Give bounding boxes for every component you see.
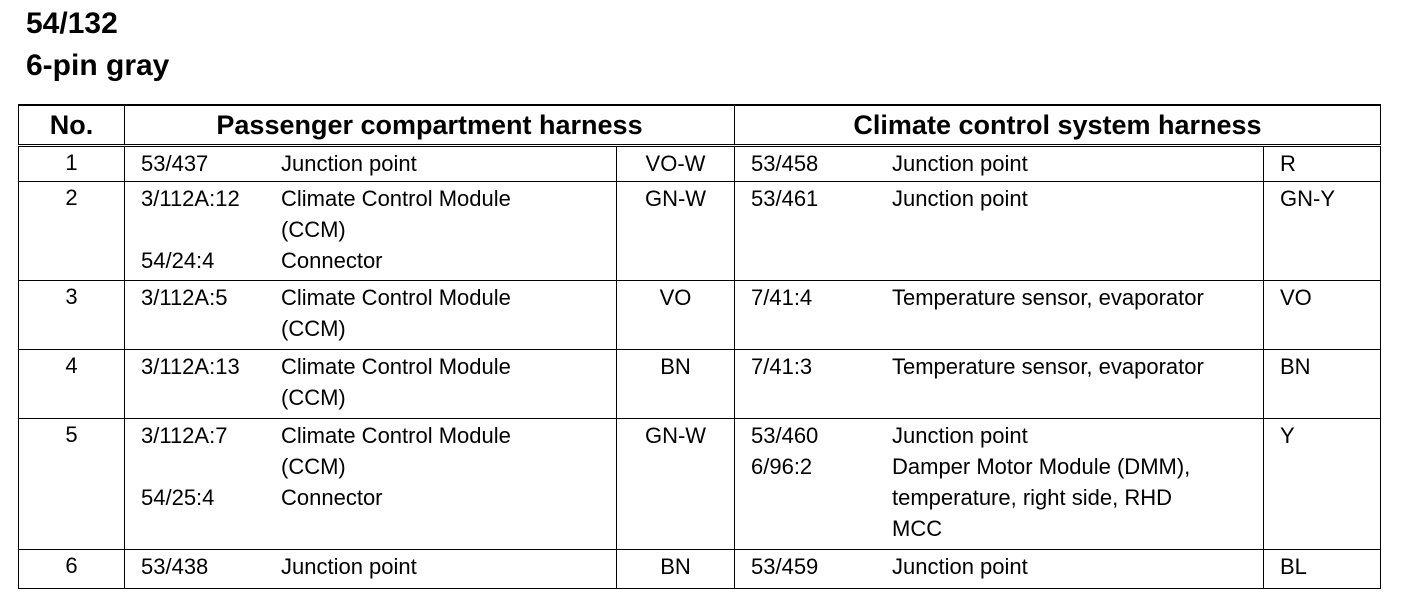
connection-description xyxy=(281,183,616,245)
table-row xyxy=(19,419,1381,550)
right-wire-color: VO xyxy=(1264,281,1381,350)
connection-entry xyxy=(751,551,1263,582)
header-climate-harness: Climate control system harness xyxy=(735,105,1381,146)
left-wire-color: BN xyxy=(617,550,735,589)
table-row xyxy=(19,146,1381,182)
description-line: Junction point xyxy=(892,151,1028,176)
pin-table xyxy=(18,104,1381,589)
connector-id-heading: 54/132 xyxy=(26,7,118,40)
description-line: Climate Control Module xyxy=(281,354,511,379)
description-line: (CCM) xyxy=(281,454,346,479)
right-wire-color: BL xyxy=(1264,550,1381,589)
right-wire-color: GN-Y xyxy=(1264,182,1381,281)
right-wire-color: Y xyxy=(1264,419,1381,550)
pin-number: 1 xyxy=(19,146,125,182)
left-wire-color: GN-W xyxy=(617,182,735,281)
table-header-row xyxy=(19,105,1381,146)
connection-entry xyxy=(141,245,616,276)
description-line: MCC xyxy=(892,516,943,541)
left-wire-color: VO-W xyxy=(617,146,735,182)
connection-code: 6/96:2 xyxy=(751,454,813,479)
connection-entry xyxy=(751,420,1263,451)
connection-code: 53/460 xyxy=(751,423,819,448)
pin-number: 2 xyxy=(19,182,125,281)
right-harness-cell xyxy=(735,419,1264,550)
connection-entry xyxy=(751,351,1263,382)
description-line: Temperature sensor, evaporator xyxy=(892,285,1204,310)
right-harness-cell xyxy=(735,550,1264,589)
connection-code: 7/41:3 xyxy=(751,354,813,379)
description-line: Temperature sensor, evaporator xyxy=(892,354,1204,379)
connection-code: 3/112A:7 xyxy=(141,423,228,448)
connection-entry xyxy=(141,148,616,179)
header-no: No. xyxy=(19,105,125,146)
connection-entry xyxy=(141,351,616,413)
connection-entry xyxy=(141,482,616,513)
connection-code: 3/112A:5 xyxy=(141,285,228,310)
left-harness-cell xyxy=(125,281,617,350)
connection-code: 3/112A:13 xyxy=(141,354,240,379)
left-harness-cell xyxy=(125,419,617,550)
connection-entry xyxy=(751,183,1263,214)
connection-code: 54/24:4 xyxy=(141,248,215,273)
pin-number: 5 xyxy=(19,419,125,550)
connection-code: 53/459 xyxy=(751,554,819,579)
left-wire-color: VO xyxy=(617,281,735,350)
connection-description xyxy=(892,282,1263,313)
description-line: Connector xyxy=(281,485,383,510)
connection-code: 54/25:4 xyxy=(141,485,215,510)
connection-description xyxy=(892,148,1263,179)
description-line: (CCM) xyxy=(281,217,346,242)
connection-entry xyxy=(751,451,1263,544)
description-line: Damper Motor Module (DMM), xyxy=(892,454,1191,479)
connection-code: 53/437 xyxy=(141,151,209,176)
description-line: temperature, right side, RHD xyxy=(892,485,1172,510)
connection-code: 53/461 xyxy=(751,186,819,211)
pin-number: 4 xyxy=(19,350,125,419)
description-line: Climate Control Module xyxy=(281,186,511,211)
table-row xyxy=(19,281,1381,350)
left-harness-cell xyxy=(125,146,617,182)
description-line: Junction point xyxy=(892,186,1028,211)
description-line: (CCM) xyxy=(281,316,346,341)
right-harness-cell xyxy=(735,350,1264,419)
connection-description xyxy=(281,482,616,513)
connection-description xyxy=(892,183,1263,214)
connection-description xyxy=(892,551,1263,582)
pin-number: 6 xyxy=(19,550,125,589)
connection-entry xyxy=(751,282,1263,313)
right-harness-cell xyxy=(735,146,1264,182)
connection-description xyxy=(281,282,616,344)
left-harness-cell xyxy=(125,550,617,589)
description-line: (CCM) xyxy=(281,385,346,410)
right-harness-cell xyxy=(735,182,1264,281)
description-line: Climate Control Module xyxy=(281,285,511,310)
connection-description xyxy=(892,451,1263,544)
description-line: Climate Control Module xyxy=(281,423,511,448)
connection-description xyxy=(281,551,616,582)
connection-entry xyxy=(141,551,616,582)
table-body xyxy=(19,146,1381,589)
description-line: Junction point xyxy=(281,151,417,176)
table-row xyxy=(19,550,1381,589)
connection-entry xyxy=(751,148,1263,179)
connection-description xyxy=(281,148,616,179)
connection-description xyxy=(281,245,616,276)
connection-description xyxy=(892,420,1263,451)
connection-description xyxy=(281,351,616,413)
table-row xyxy=(19,350,1381,419)
left-harness-cell xyxy=(125,350,617,419)
left-wire-color: BN xyxy=(617,350,735,419)
connection-entry xyxy=(141,420,616,482)
description-line: Connector xyxy=(281,248,383,273)
connection-code: 3/112A:12 xyxy=(141,186,240,211)
connection-entry xyxy=(141,282,616,344)
connector-description-heading: 6-pin gray xyxy=(26,49,170,82)
header-passenger-harness: Passenger compartment harness xyxy=(125,105,735,146)
connection-code: 53/438 xyxy=(141,554,209,579)
right-wire-color: R xyxy=(1264,146,1381,182)
right-wire-color: BN xyxy=(1264,350,1381,419)
pin-number: 3 xyxy=(19,281,125,350)
connection-entry xyxy=(141,183,616,245)
connection-code: 7/41:4 xyxy=(751,285,813,310)
left-wire-color: GN-W xyxy=(617,419,735,550)
table-row xyxy=(19,182,1381,281)
right-harness-cell xyxy=(735,281,1264,350)
connection-code: 53/458 xyxy=(751,151,819,176)
description-line: Junction point xyxy=(892,554,1028,579)
connection-description xyxy=(281,420,616,482)
left-harness-cell xyxy=(125,182,617,281)
description-line: Junction point xyxy=(892,423,1028,448)
description-line: Junction point xyxy=(281,554,417,579)
connection-description xyxy=(892,351,1263,382)
